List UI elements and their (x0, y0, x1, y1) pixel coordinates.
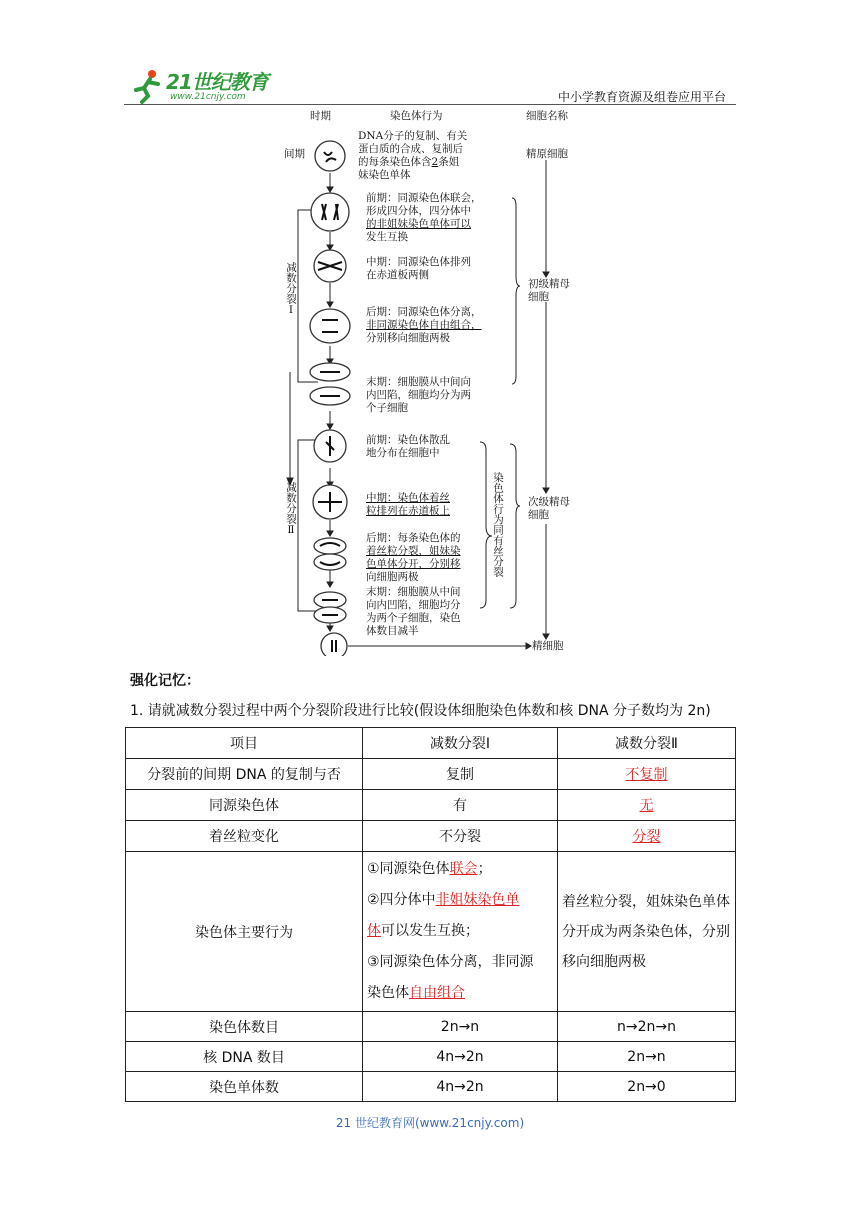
row-m2: n→2n→n (558, 1012, 736, 1042)
header-cell: 项目 (126, 728, 363, 759)
mei1-prophase-text: 前期：同源染色体联会， 形成四分体，四分体中 的非姐妹染色单体可以 发生互换 (366, 192, 482, 243)
site-logo (130, 66, 280, 106)
behavior-m2: 着丝粒分裂，姐妹染色单体分开成为两条染色体，分别移向细胞两极 (558, 852, 736, 1012)
mei2-telophase-text: 末期：细胞膜从中间 向内凹陷，细胞均分 为两个子细胞，染色 体数目减半 (366, 586, 461, 637)
mei2-anaphase-text: 后期：每条染色体的 着丝粒分裂，姐妹染 色单体分开，分别移 向细胞两极 (366, 532, 461, 583)
mei2-prophase-text: 前期：染色体散乱 地分布在细胞中 (366, 434, 450, 459)
row-m1: 2n→n (363, 1012, 558, 1042)
question-text: 1. 请就减数分裂过程中两个分裂阶段进行比较(假设体细胞染色体数和核 DNA 分子数均为 2n) (130, 703, 711, 719)
mei2-side-note: 染色体行为同有丝分裂 (492, 472, 504, 577)
table-row (126, 1012, 736, 1042)
row-item: 分裂前的间期 DNA 的复制与否 (126, 759, 363, 790)
row-m1: 有 (363, 790, 558, 821)
col-period: 时期 (310, 110, 331, 122)
col-cellname: 细胞名称 (526, 110, 568, 122)
table-row (126, 821, 736, 852)
row-item: 核 DNA 数目 (126, 1042, 363, 1072)
meiosis-diagram (280, 106, 580, 656)
row-item: 染色体主要行为 (126, 852, 363, 1012)
row-m2: 不复制 (558, 759, 736, 790)
mei2-label: 减数分裂Ⅱ (285, 482, 297, 536)
interphase-text: DNA分子的复制、有关 蛋白质的合成、复制后 的每条染色体含2条姐 妹染色单体 (358, 130, 468, 181)
cell-secondary: 次级精母细胞 (528, 496, 570, 521)
header-cell: 减数分裂Ⅰ (363, 728, 558, 759)
mei2-metaphase-text: 中期：染色体着丝 粒排列在赤道板上 (366, 492, 450, 517)
table-row (126, 1042, 736, 1072)
row-m2: 2n→n (558, 1042, 736, 1072)
row-item: 染色单体数 (126, 1072, 363, 1102)
table-header-row (126, 728, 736, 759)
table-row-behavior (126, 852, 736, 1012)
row-m1: 4n→2n (363, 1072, 558, 1102)
row-item: 同源染色体 (126, 790, 363, 821)
cell-sperm: 精细胞 (532, 640, 564, 652)
header-divider (124, 104, 736, 105)
cell-primary: 初级精母细胞 (528, 278, 570, 303)
mei1-anaphase-text: 后期：同源染色体分离， 非同源染色体自由组合， 分别移向细胞两极 (366, 306, 482, 344)
footer-link[interactable]: 21 世纪教育网(www.21cnjy.com) (335, 1116, 525, 1130)
logo-brand: 21世纪教育 (166, 70, 268, 94)
mei1-telophase-text: 末期：细胞膜从中间向 内凹陷，细胞均分为两 个子细胞 (366, 376, 471, 414)
mei1-label: 减数分裂Ⅰ (285, 262, 297, 316)
row-item: 染色体数目 (126, 1012, 363, 1042)
row-item: 着丝粒变化 (126, 821, 363, 852)
section-title: 强化记忆： (130, 673, 200, 689)
logo-site: www.21cnjy.com (170, 92, 246, 102)
row-m2: 2n→0 (558, 1072, 736, 1102)
table-row (126, 1072, 736, 1102)
row-m2: 无 (558, 790, 736, 821)
col-behavior: 染色体行为 (390, 110, 443, 122)
mei1-metaphase-text: 中期：同源染色体排列 在赤道板两侧 (366, 256, 471, 281)
table-row (126, 790, 736, 821)
header-cell: 减数分裂Ⅱ (558, 728, 736, 759)
behavior-m1: ①同源染色体联会； ②四分体中非姐妹染色单 体可以发生互换； ③同源染色体分离，非同源 染色体自由组合 (363, 852, 558, 1012)
cell-spermatogonium: 精原细胞 (526, 148, 568, 160)
table-row (126, 759, 736, 790)
interphase-label: 间期 (284, 148, 305, 160)
row-m1: 不分裂 (363, 821, 558, 852)
row-m2: 分裂 (558, 821, 736, 852)
platform-name: 中小学教育资源及组卷应用平台 (557, 90, 726, 104)
runner-icon (130, 68, 166, 104)
row-m1: 复制 (363, 759, 558, 790)
comparison-table (125, 727, 736, 1102)
row-m1: 4n→2n (363, 1042, 558, 1072)
